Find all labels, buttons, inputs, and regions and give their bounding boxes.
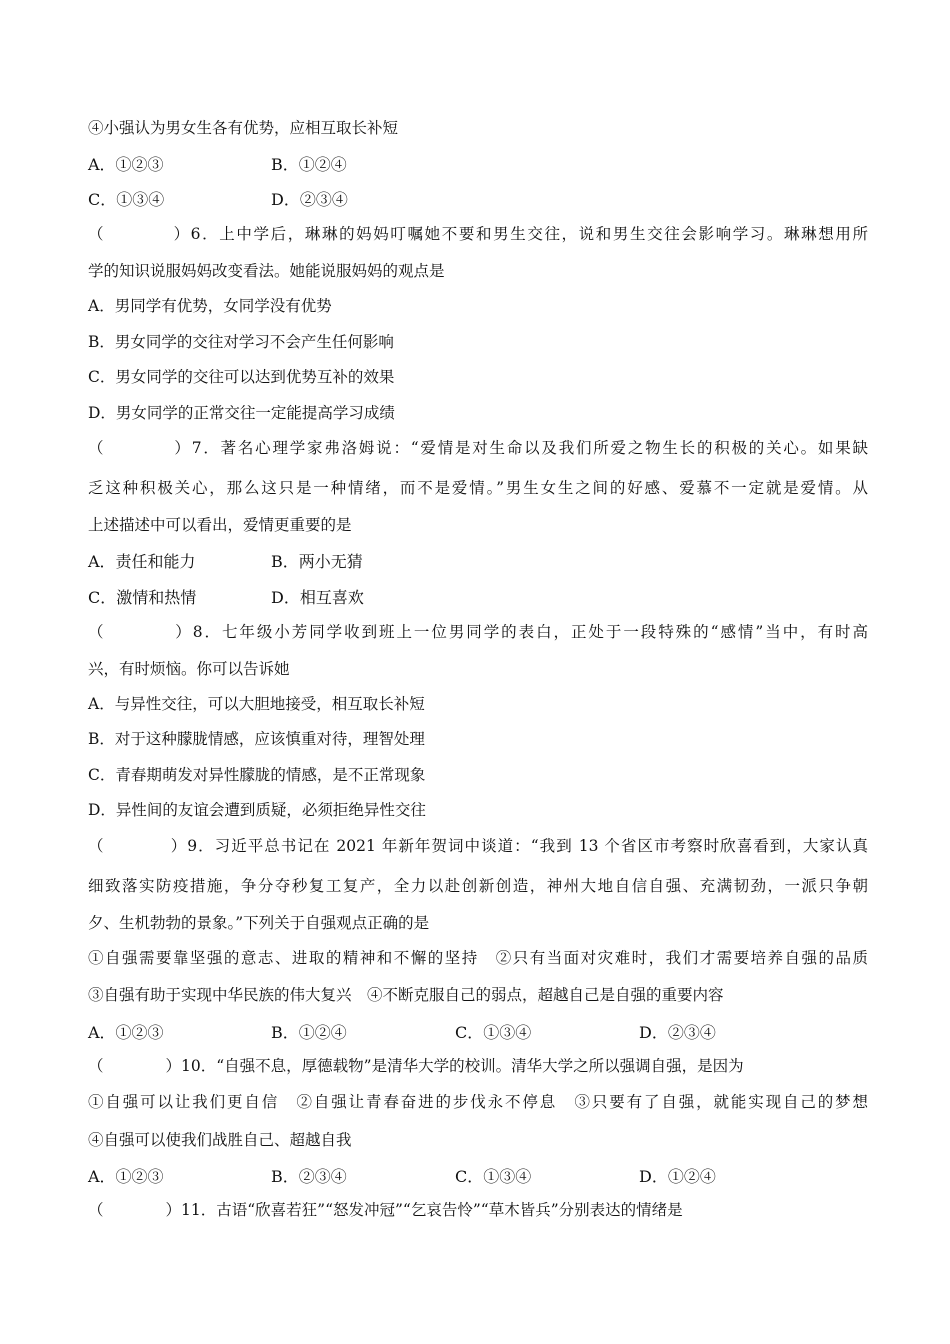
q9-statements-line-1: ①自强需要靠坚强的意志、进取的精神和不懈的坚持 ②只有当面对灾难时，我们才需要培养自强的品质 <box>88 949 868 967</box>
q10-option-b: B．②③④ <box>271 1167 347 1186</box>
q6-option-a: A．男同学有优势，女同学没有优势 <box>88 297 332 315</box>
q7-stem-line-3: 上述描述中可以看出，爱情更重要的是 <box>88 516 352 534</box>
q5-option-c: C．①③④ <box>88 190 165 209</box>
q8-stem-line-2: 兴，有时烦恼。你可以告诉她 <box>88 660 290 678</box>
q9-stem-line-3: 夕、生机勃勃的景象。”下列关于自强观点正确的是 <box>88 914 430 932</box>
q10-option-d: D．①②④ <box>639 1167 716 1186</box>
q8-option-a: A．与异性交往，可以大胆地接受，相互取长补短 <box>88 695 425 713</box>
q7-option-b: B．两小无猜 <box>271 552 363 571</box>
q9-option-d: D．②③④ <box>639 1023 716 1042</box>
q9-option-a: A．①②③ <box>88 1023 164 1042</box>
q10-statements-line-2: ④自强可以使我们战胜自己、超越自我 <box>88 1131 352 1149</box>
q9-stem-line-1: （ ）9．习近平总书记在 2021 年新年贺词中谈道：“我到 13 个省区市考察时欣喜看到，大家认真 <box>88 837 868 855</box>
q7-option-a: A．责任和能力 <box>88 552 196 571</box>
q9-option-b: B．①②④ <box>271 1023 347 1042</box>
q8-stem-line-1: （ ）8．七年级小芳同学收到班上一位男同学的表白，正处于一段特殊的“感情”当中，有时高 <box>88 623 868 641</box>
q7-stem-line-1: （ ）7．著名心理学家弗洛姆说：“爱情是对生命以及我们所爱之物生长的积极的关心。如果缺 <box>88 439 868 457</box>
q9-statements-line-2: ③自强有助于实现中华民族的伟大复兴 ④不断克服自己的弱点，超越自己是自强的重要内容 <box>88 986 724 1004</box>
q10-stem: （ ）10．“自强不息，厚德载物”是清华大学的校训。清华大学之所以强调自强，是因为 <box>88 1057 744 1075</box>
q8-option-c: C．青春期萌发对异性朦胧的情感，是不正常现象 <box>88 766 426 784</box>
q7-stem-line-2: 乏这种积极关心，那么这只是一种情绪，而不是爱情。”男生女生之间的好感、爱慕不一定就是爱情。从 <box>88 479 868 497</box>
q5-statement-4: ④小强认为男女生各有优势，应相互取长补短 <box>88 119 399 137</box>
q7-option-c: C．激情和热情 <box>88 588 197 607</box>
q10-option-a: A．①②③ <box>88 1167 164 1186</box>
q5-option-b: B．①②④ <box>271 155 347 174</box>
q9-option-c: C．①③④ <box>455 1023 532 1042</box>
q6-stem-line-1: （ ）6．上中学后，琳琳的妈妈叮嘱她不要和男生交往，说和男生交往会影响学习。琳琳想用所 <box>88 225 868 243</box>
q6-stem-line-2: 学的知识说服妈妈改变看法。她能说服妈妈的观点是 <box>88 262 445 280</box>
q5-option-a: A．①②③ <box>88 155 164 174</box>
q6-option-b: B．男女同学的交往对学习不会产生任何影响 <box>88 333 394 351</box>
q6-option-c: C．男女同学的交往可以达到优势互补的效果 <box>88 368 395 386</box>
q8-option-d: D．异性间的友谊会遭到质疑，必须拒绝异性交往 <box>88 801 426 819</box>
q7-option-d: D．相互喜欢 <box>271 588 364 607</box>
q9-stem-line-2: 细致落实防疫措施，争分夺秒复工复产，全力以赴创新创造，神州大地自信自强、充满韧劲，一派只争朝 <box>88 877 868 895</box>
q5-option-d: D．②③④ <box>271 190 348 209</box>
q11-stem: （ ）11．古语“欣喜若狂”“怒发冲冠”“乞哀告怜”“草木皆兵”分别表达的情绪是 <box>88 1201 683 1219</box>
q10-option-c: C．①③④ <box>455 1167 532 1186</box>
q6-option-d: D．男女同学的正常交往一定能提高学习成绩 <box>88 404 395 422</box>
q10-statements-line-1: ①自强可以让我们更自信 ②自强让青春奋进的步伐永不停息 ③只要有了自强，就能实现自己的梦想 <box>88 1093 868 1111</box>
q8-option-b: B．对于这种朦胧情感，应该慎重对待，理智处理 <box>88 730 425 748</box>
